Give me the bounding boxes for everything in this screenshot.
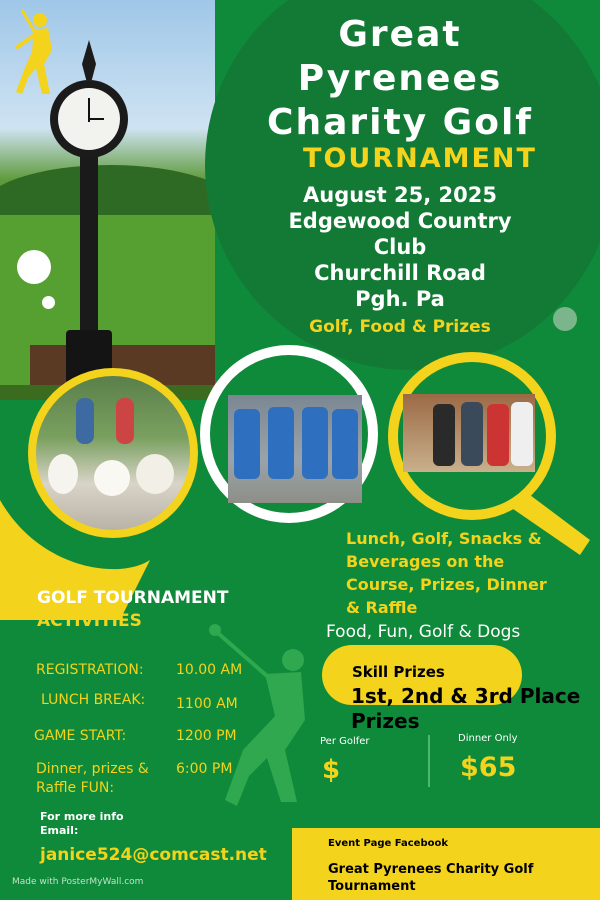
event-date: August 25, 2025 (303, 183, 497, 207)
email-link[interactable]: janice524@comcast.net (40, 845, 267, 865)
schedule-time: 6:00 PM (176, 761, 233, 777)
price-divider (428, 735, 430, 787)
dinner-price: $65 (460, 752, 517, 783)
facebook-event-line-1[interactable]: Great Pyrenees Charity Golf (328, 862, 534, 877)
schedule-time: 1200 PM (176, 728, 237, 744)
lunch-line-2: Beverages on the (346, 552, 505, 571)
schedule-time: 1100 AM (176, 696, 238, 712)
venue-line-2: Club (373, 235, 427, 259)
venue-road: Churchill Road (314, 261, 486, 285)
dogs-photo (36, 376, 190, 530)
watermark: Made with PosterMyWall.com (12, 877, 144, 887)
fun-text: Food, Fun, Golf & Dogs (326, 622, 521, 642)
schedule-label: REGISTRATION: (36, 662, 144, 678)
activities-heading-2: ACTIVITIES (37, 611, 142, 631)
lunch-line-1: Lunch, Golf, Snacks & (346, 529, 542, 548)
skill-line-2: Prizes (351, 709, 420, 733)
email-label: Email: (40, 824, 79, 837)
golfers-photo (228, 395, 362, 503)
schedule-label: GAME START: (34, 728, 127, 744)
activities-heading-1: GOLF TOURNAMENT (37, 588, 229, 608)
activities-list-text (346, 527, 600, 619)
facebook-label: Event Page Facebook (328, 838, 448, 849)
golfer-price-label: Per Golfer (320, 736, 370, 747)
decor-dot (553, 307, 577, 331)
title-line-4: TOURNAMENT (303, 143, 537, 174)
schedule-time: 10.00 AM (176, 662, 243, 678)
facebook-event-line-2[interactable]: Tournament (328, 879, 416, 894)
title-line-3: Charity Golf (267, 102, 533, 143)
golfer-price: $ (322, 755, 341, 785)
decor-dot (17, 250, 51, 284)
venue-line-1: Edgewood Country (288, 209, 512, 233)
schedule-label: Dinner, prizes & (36, 761, 149, 777)
decor-dot (42, 296, 55, 309)
schedule-label: LUNCH BREAK: (41, 692, 146, 708)
golfer-icon (14, 8, 60, 98)
title-line-2: Pyrenees (297, 58, 503, 99)
venue-city: Pgh. Pa (355, 287, 445, 311)
dinner-price-label: Dinner Only (458, 733, 518, 744)
title-line-1: Great (338, 14, 462, 55)
lunch-line-3: Course, Prizes, Dinner (346, 575, 547, 594)
lunch-line-4: & Raffle (346, 598, 418, 617)
golfer-silhouette-icon (205, 620, 325, 810)
skill-line-1: 1st, 2nd & 3rd Place (351, 684, 581, 708)
more-info-label: For more info (40, 810, 124, 823)
skill-heading: Skill Prizes (352, 663, 445, 681)
schedule-label-2: Raffle FUN: (36, 780, 115, 796)
event-tagline: Golf, Food & Prizes (309, 317, 491, 337)
players-photo (403, 394, 535, 472)
